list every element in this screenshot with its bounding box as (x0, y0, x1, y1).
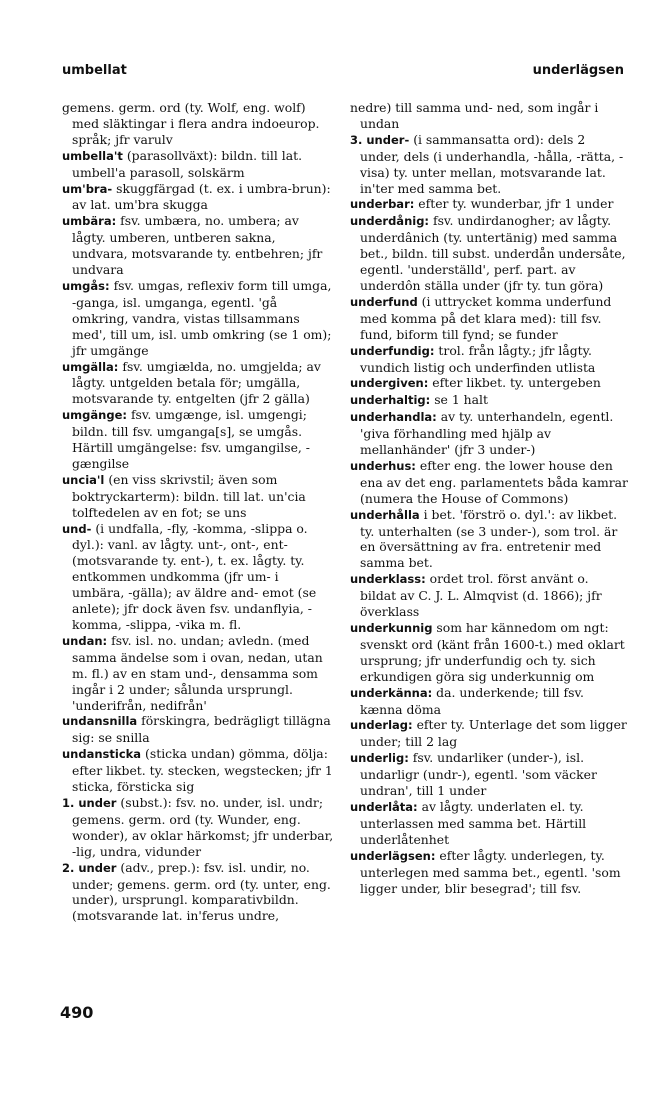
entry-text: (parasollväxt): bildn. till lat. umbell'a parasoll, solskärm (72, 147, 303, 180)
entry-headword: 2. under (62, 860, 117, 875)
entry-text: av lågty. underlaten el. ty. unterlassen med samma bet. Härtill underlåtenhet (360, 798, 587, 847)
dictionary-entry (350, 409, 628, 458)
entry-text: skuggfärgad (t. ex. i umbra-brun): av lat. um'bra skugga (72, 180, 331, 213)
right-column (350, 100, 628, 896)
running-header-left: umbellat (62, 63, 127, 78)
running-header-right: underlägsen (532, 63, 624, 78)
entry-text: fsv. undirdanogher; av lågty. underdânich (ty. untertänig) med samma bet., bildn. till subst. underdån undersåte, egentl. 'underställd', perf. part. av underdôn ställa under (jfr ty. tun göra) (360, 213, 626, 293)
dictionary-entry (62, 795, 334, 860)
dictionary-entry (62, 100, 334, 148)
dictionary-entry (62, 407, 334, 472)
entry-text: efter lågty. underlegen, ty. unterlegen med samma bet., egentl. 'som ligger under, blir besegrad'; till fsv. (360, 847, 621, 896)
dictionary-entry (62, 521, 334, 633)
dictionary-entry (62, 148, 334, 181)
entry-headword: underfundig: (350, 343, 435, 358)
entry-headword: um'bra- (62, 181, 113, 196)
entry-text: i bet. 'förströ o. dyl.': av likbet. ty. unterhalten (se 3 under-), som trol. är en översättning av fra. entretenir med samma bet. (360, 506, 618, 571)
entry-text: fsv. isl. no. undan; avledn. (med samma ändelse som i ovan, nedan, utan m. fl.) av en stam und-, densamma som ingår i 2 under; sålunda ursprungl. 'underifrån, nedifrån' (72, 632, 323, 713)
dictionary-entry (62, 359, 334, 408)
entry-headword: underlig: (350, 751, 409, 766)
entry-text: gemens. germ. ord (ty. Wolf, eng. wolf) med släktingar i flera andra indoeurop. språk; jfr varulv (62, 100, 320, 147)
entry-headword: umgälla: (62, 359, 119, 374)
dictionary-entry (350, 750, 628, 799)
entry-headword: underkänna: (350, 685, 433, 700)
dictionary-entry (62, 633, 334, 714)
entry-text: nedre) till samma und- ned, som ingår i undan (350, 100, 599, 131)
entry-text: som har kännedom om ngt: svenskt ord (känt från 1600-t.) med oklart ursprung; jfr underfundig och ty. sich erkundigen göra sig underkunnig om (360, 620, 625, 684)
entry-headword: underfund (350, 294, 418, 309)
dictionary-entry (62, 181, 334, 214)
entry-text: (en viss skrivstil; även som boktryckarterm): bildn. till lat. un'cia tolftedelen av en fot; se uns (72, 471, 306, 520)
entry-headword: underhus: (350, 458, 416, 473)
dictionary-entry (350, 213, 628, 294)
entry-headword: und- (62, 521, 92, 536)
entry-text: trol. från lågty.; jfr lågty. vundich listig och underfinden utlista (360, 342, 596, 375)
entry-text: efter ty. Unterlage det som ligger under; till 2 lag (360, 717, 627, 750)
entry-headword: umgänge: (62, 408, 127, 423)
page-number: 490 (60, 1003, 94, 1022)
entry-text: fsv. umgiælda, no. umgjelda; av lågty. untgelden betala för; umgälla, motsvarande ty. entgelten (jfr 2 gälla) (72, 358, 321, 407)
dictionary-entry (350, 196, 628, 213)
dictionary-entry (350, 458, 628, 507)
entry-headword: underlägsen: (350, 848, 436, 863)
dictionary-entry (350, 571, 628, 620)
entry-headword: undergiven: (350, 376, 429, 391)
entry-text: fsv. umgas, reflexiv form till umga, -ganga, isl. umganga, egentl. 'gå omkring, vandra, vistas tillsammans med', till um, isl. umb omkring (se 1 om); jfr umgänge (72, 277, 332, 358)
entry-headword: uncia'l (62, 472, 105, 487)
left-column (62, 100, 334, 924)
entry-text: av ty. unterhandeln, egentl. 'giva förhandling med hjälp av mellanhänder' (jfr 3 under-) (360, 409, 614, 458)
entry-headword: underhandla: (350, 410, 437, 425)
entry-headword: underhålla (350, 507, 420, 522)
entry-headword: underbar: (350, 197, 415, 212)
dictionary-entry (62, 713, 334, 746)
dictionary-entry (350, 799, 628, 848)
entry-text: (subst.): fsv. no. under, isl. undr; gemens. germ. ord (ty. Wunder, eng. wonder), av oklar härkomst; jfr underbar, -lig, undra, vidunder (72, 794, 334, 859)
entry-headword: underkunnig (350, 621, 433, 635)
entry-headword: umbära: (62, 214, 117, 229)
entry-headword: 3. under- (350, 132, 410, 147)
entry-headword: umbella't (62, 148, 123, 163)
entry-text: fsv. umgænge, isl. umgengi; bildn. till fsv. umganga[s], se umgås. Härtill umgängelse: fsv. umgangilse, -gængilse (72, 407, 310, 471)
dictionary-entry (350, 620, 628, 685)
entry-text: se 1 halt (434, 392, 488, 408)
dictionary-entry (350, 294, 628, 343)
dictionary-entry (350, 100, 628, 132)
entry-headword: undan: (62, 633, 108, 648)
entry-text: ordet trol. först använt o. bildat av C. J. L. Almqvist (d. 1866); jfr överklass (360, 571, 602, 620)
entry-text: efter ty. wunderbar, jfr 1 under (418, 196, 614, 212)
dictionary-entry (62, 746, 334, 795)
entry-text: da. underkende; till fsv. kænna döma (360, 684, 584, 717)
dictionary-entry (62, 213, 334, 278)
entry-text: efter eng. the lower house den ena av det eng. parlamentets båda kamrar (numera the House of Commons) (360, 457, 628, 506)
entry-text: fsv. umbæra, no. umbera; av lågty. umberen, untberen sakna, undvara, motsvarande ty. entbehren; jfr undvara (72, 213, 323, 278)
entry-text: (i undfalla, -fly, -komma, -slippa o. dyl.): vanl. av lågty. unt-, ont-, ent- (motsvarande ty. ent-), t. ex. lågty. ty. entkommen undkomma (jfr um- i umbära, -gälla); av äldre and- emot (se anlete); jfr dock även fsv. undanflyia, -komma, -slippa, -vika m. fl. (72, 520, 317, 632)
entry-headword: undansnilla (62, 714, 138, 729)
dictionary-entry (62, 860, 334, 925)
entry-headword: undansticka (62, 747, 142, 762)
entry-headword: underlåta: (350, 799, 418, 814)
entry-text: (sticka undan) gömma, dölja: efter likbet. ty. stecken, wegstecken; jfr 1 sticka, försticka sig (72, 746, 333, 795)
dictionary-entry (350, 685, 628, 718)
dictionary-entry (62, 472, 334, 521)
entry-headword: umgås: (62, 278, 110, 293)
dictionary-entry (350, 717, 628, 750)
dictionary-entry (350, 507, 628, 572)
entry-text: (i sammansatta ord): dels 2 under, dels (i underhandla, -hålla, -rätta, -visa) ty. unter mellan, motsvarande lat. in'ter med samma bet. (360, 131, 624, 196)
entry-headword: underhaltig: (350, 393, 431, 408)
entry-headword: underdånig: (350, 214, 430, 229)
dictionary-entry (350, 848, 628, 897)
dictionary-entry (350, 132, 628, 197)
entry-text: förskingra, bedrägligt tillägna sig: se snilla (72, 713, 331, 746)
dictionary-entry (350, 343, 628, 376)
entry-text: efter likbet. ty. untergeben (432, 375, 601, 391)
entry-headword: 1. under (62, 795, 117, 810)
dictionary-entry (350, 392, 628, 409)
entry-text: (i uttrycket komma underfund med komma på det klara med): till fsv. fund, biform till fynd; se funder (360, 293, 612, 342)
dictionary-entry (350, 375, 628, 392)
dictionary-entry (62, 278, 334, 359)
entry-headword: underklass: (350, 572, 426, 587)
entry-headword: underlag: (350, 718, 413, 733)
entry-text: fsv. undarliker (under-), isl. undarligr (undr-), egentl. 'som väcker undran', till 1 under (360, 750, 597, 799)
entry-text: (adv., prep.): fsv. isl. undir, no. under; gemens. germ. ord (ty. unter, eng. under), ursprungl. komparativbildn. (motsvarande lat. in'ferus undre, (72, 859, 331, 924)
